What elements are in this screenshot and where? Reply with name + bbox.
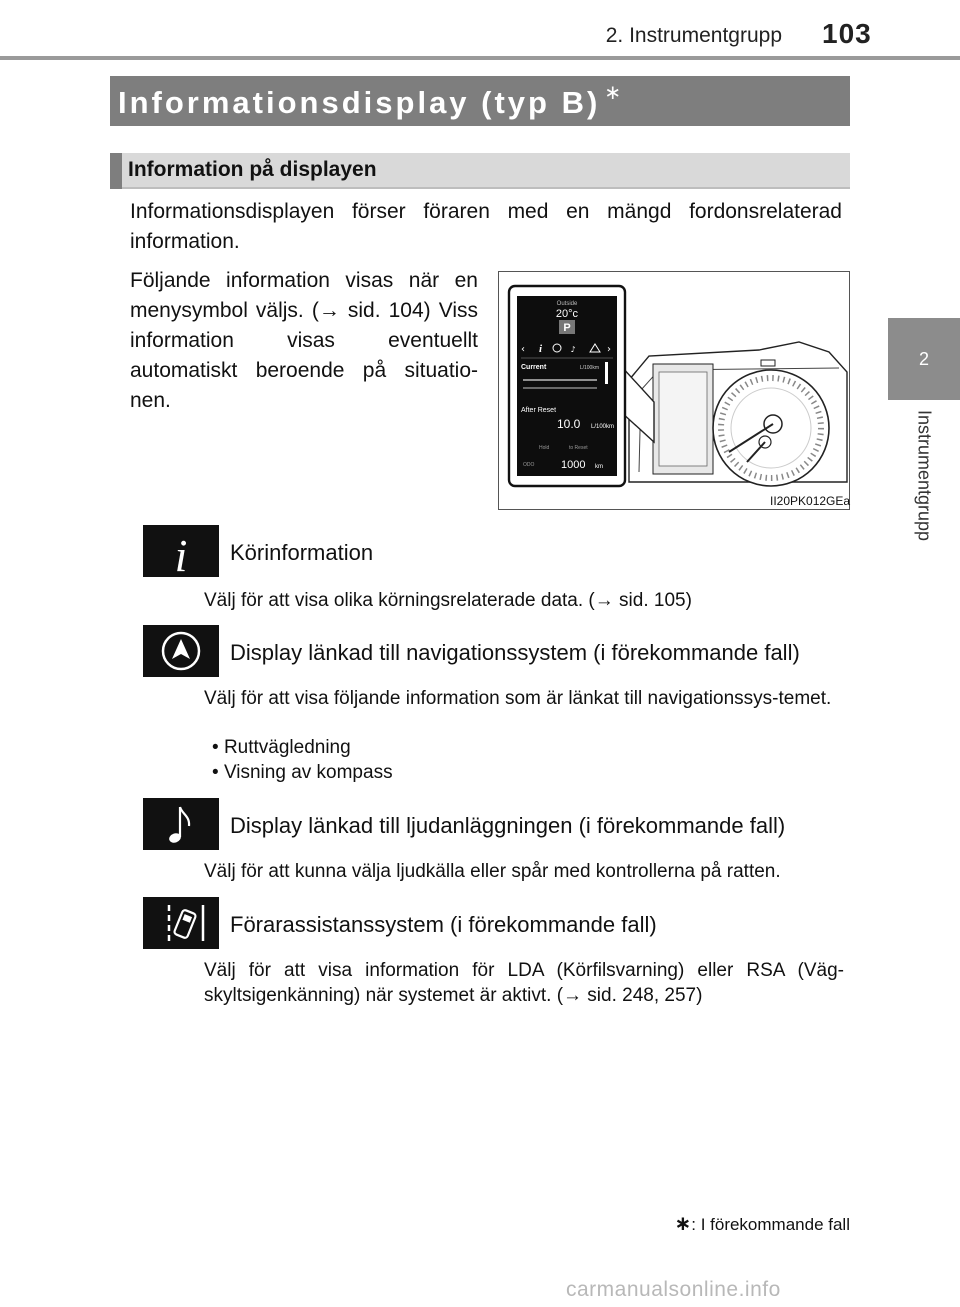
chapter-tab xyxy=(888,400,960,590)
lane-assist-icon xyxy=(143,897,219,949)
item-title-navigation: Display länkad till navigationssystem (i förekommande fall) xyxy=(230,640,800,665)
header-rule xyxy=(0,56,960,60)
svg-text:‹: ‹ xyxy=(521,344,525,355)
page-title xyxy=(118,80,621,121)
list-item: • Visning av kompass xyxy=(212,762,393,783)
instrument-cluster-illustration xyxy=(498,271,850,510)
list-item: • Ruttvägledning xyxy=(212,737,351,758)
chapter-tab-number: 2 xyxy=(888,318,960,400)
cluster-drawing xyxy=(499,272,849,509)
title-footnote-marker: ∗ xyxy=(604,82,622,104)
intro-paragraph: Informationsdisplayen förser föraren med en mängd fordonsrelaterad information. xyxy=(130,200,842,253)
footnote-text: : I förekommande fall xyxy=(691,1215,850,1234)
page-title-text: Informationsdisplay (typ B) xyxy=(118,85,601,120)
footnote-marker: ∗ xyxy=(674,1213,692,1235)
display-odo-label: ODO xyxy=(523,462,535,468)
display-current-label: Current xyxy=(521,364,547,371)
subsection-title: Information på displayen xyxy=(128,158,377,181)
display-hold-label: Hold xyxy=(539,445,550,451)
item-desc-driver-assist: Välj för att visa information för LDA (Körfilsvarning) eller RSA (Väg-skyltsigenkänning) när systemet är aktivt. (→ sid. 248, 257) xyxy=(204,960,844,1006)
display-temperature: 20°c xyxy=(555,308,579,320)
svg-text:i: i xyxy=(174,530,188,577)
menu-paragraph: Följande information visas när en menysymbol väljs. (→ sid. 104) Viss information visas eventuellt automatiskt beroende på situatio-nen. xyxy=(130,269,478,412)
display-after-reset-value: 10.0 xyxy=(557,417,581,431)
item-desc-navigation: Välj för att visa följande information som är länkat till navigationssys-temet. xyxy=(204,688,832,709)
display-odo-value: 1000 xyxy=(561,459,586,471)
display-after-reset-unit: L/100km xyxy=(591,424,615,430)
display-after-reset-label: After Reset xyxy=(521,407,557,414)
subsection-accent xyxy=(110,153,122,189)
item-desc-audio: Välj för att kunna välja ljudkälla eller spår med kontrollerna på ratten. xyxy=(204,861,781,882)
item-desc-driving-info: Välj för att visa olika körningsrelaterade data. (→ sid. 105) xyxy=(204,590,692,611)
page-number: 103 xyxy=(822,18,872,49)
item-title-audio: Display länkad till ljudanläggningen (i förekommande fall) xyxy=(230,813,786,838)
item-title-driving-info: Körinformation xyxy=(230,540,374,565)
display-outside-label: Outside xyxy=(556,301,578,307)
music-note-icon xyxy=(143,798,219,850)
navigation-icon xyxy=(143,625,219,677)
display-odo-unit: km xyxy=(595,464,603,470)
display-to-reset-label: to Reset xyxy=(569,445,588,451)
display-unit-top: L/100km xyxy=(579,365,599,371)
running-header-section: 2. Instrumentgrupp xyxy=(605,24,782,47)
svg-text:♪: ♪ xyxy=(570,345,576,354)
display-gear: P xyxy=(563,322,571,334)
svg-text:›: › xyxy=(607,344,611,355)
footnote xyxy=(660,1211,850,1236)
illustration-code: II20PK012GEa xyxy=(770,494,851,508)
svg-text:i: i xyxy=(539,343,543,355)
info-icon xyxy=(143,525,219,577)
watermark: carmanualsonline.info xyxy=(566,1278,781,1301)
chapter-tab-label: Instrumentgrupp xyxy=(914,410,935,542)
item-title-driver-assist: Förarassistanssystem (i förekommande fall) xyxy=(230,912,657,937)
